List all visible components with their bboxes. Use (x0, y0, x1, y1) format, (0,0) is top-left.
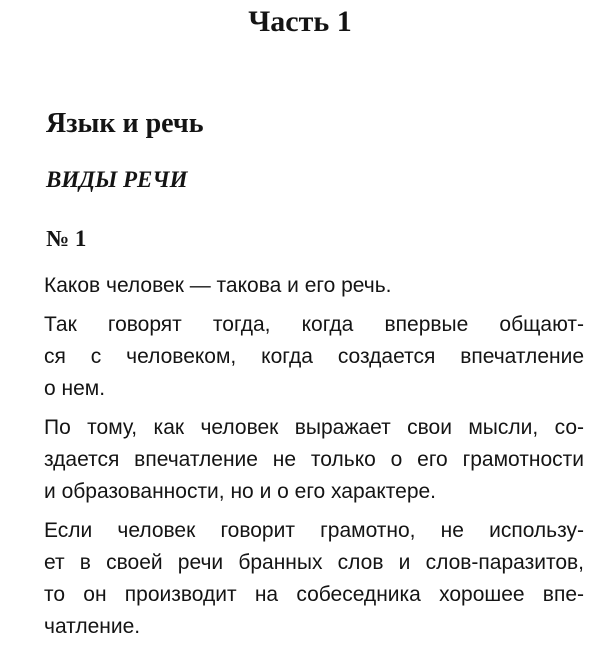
paragraph-1 (44, 270, 584, 302)
text-line: чатление. (44, 615, 141, 638)
text-line: то он производит на собеседника хорошее впе- (44, 583, 584, 606)
text-line: Каков человек — такова и его речь. (44, 274, 392, 297)
text-line: здается впечатление не только о его грамотности (44, 448, 584, 471)
text-line: о нем. (44, 377, 106, 400)
section-title: Язык и речь (46, 108, 204, 139)
text-line: ся с человеком, когда создается впечатление (44, 345, 584, 368)
part-title: Часть 1 (248, 5, 352, 38)
paragraph-4 (44, 515, 584, 643)
text-line: Так говорят тогда, когда впервые общают- (44, 313, 584, 336)
paragraph-2 (44, 309, 584, 405)
text-line: По тому, как человек выражает свои мысли, со- (44, 416, 584, 439)
text-line: Если человек говорит грамотно, не использу- (44, 519, 584, 542)
text-line: и образованности, но и о его характере. (44, 480, 437, 503)
paragraph-3 (44, 412, 584, 508)
subsection-title: ВИДЫ РЕЧИ (46, 167, 188, 192)
text-line: ет в своей речи бранных слов и слов-паразитов, (44, 551, 584, 574)
exercise-answer-text (44, 270, 584, 643)
exercise-number: № 1 (46, 226, 87, 251)
